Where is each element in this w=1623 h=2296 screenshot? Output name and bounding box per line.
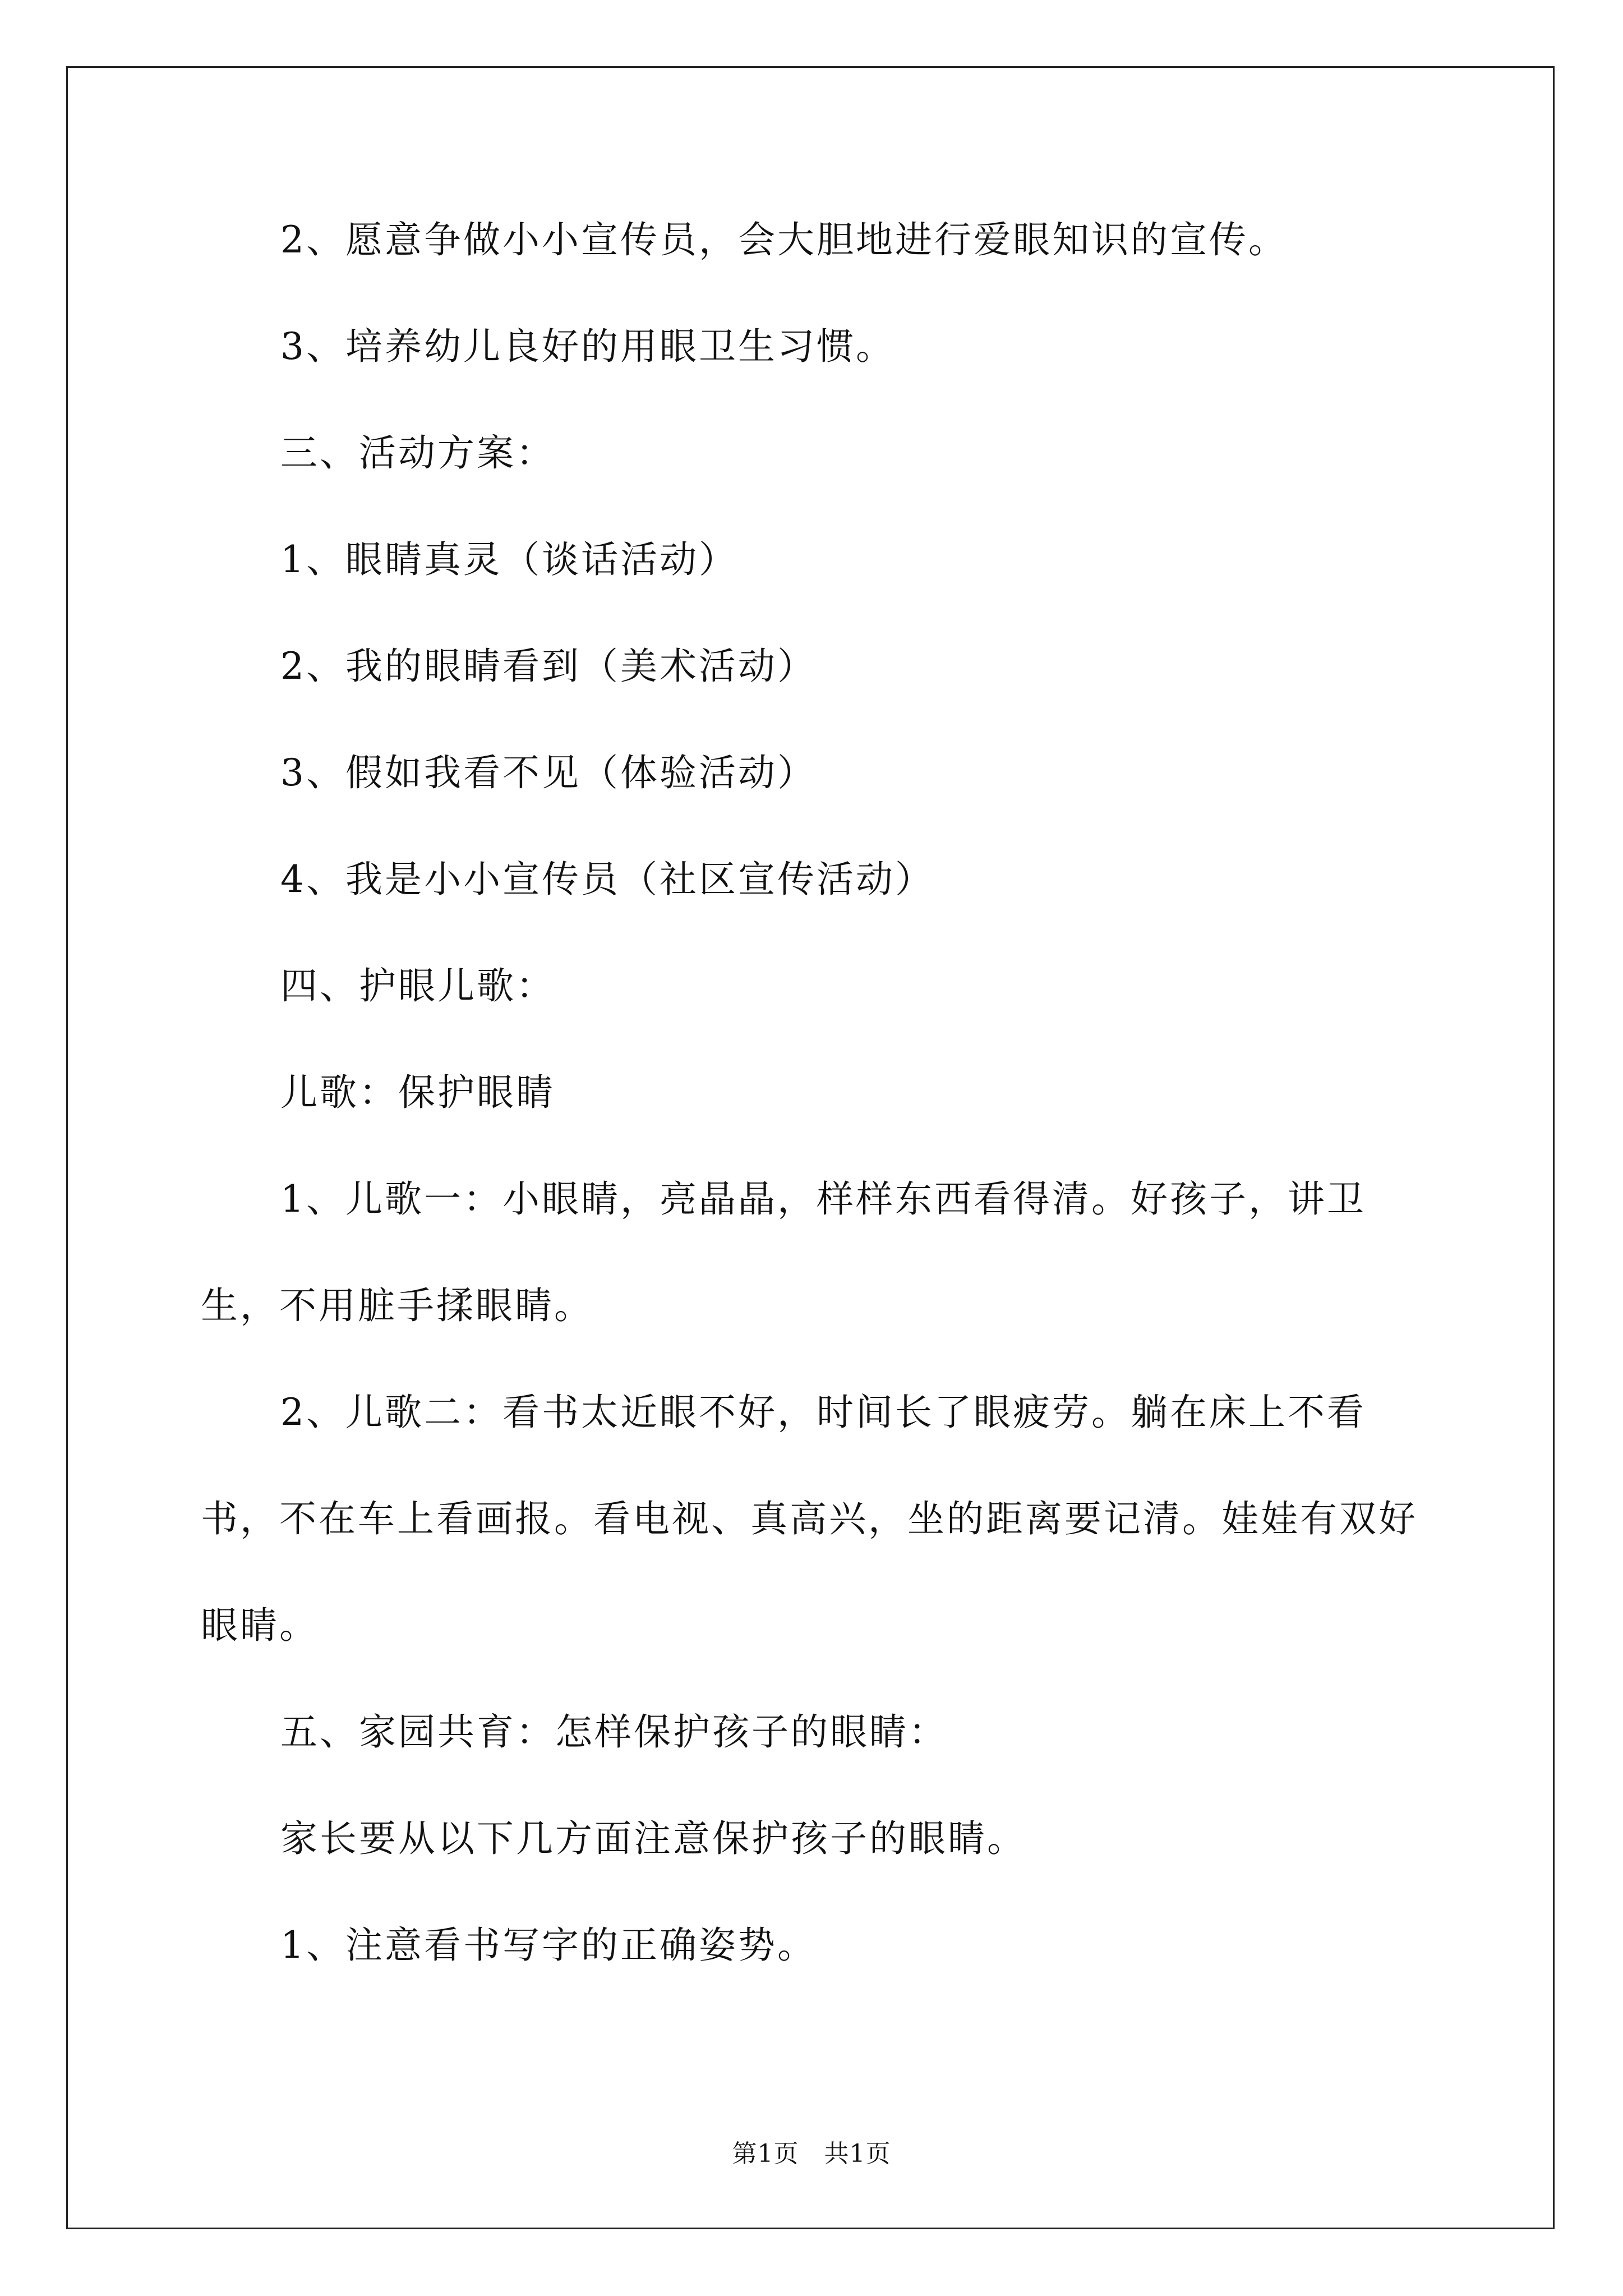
heading-home-school: 五、家园共育：怎样保护孩子的眼睛： <box>280 1710 948 1754</box>
heading-nursery-rhymes: 四、护眼儿歌： <box>280 964 555 1007</box>
paragraph-rhyme-title: 儿歌：保护眼睛 <box>280 1071 555 1114</box>
paragraph-goal-2: 2、愿意争做小小宣传员，会大胆地进行爱眼知识的宣传。 <box>280 218 1288 261</box>
paragraph-activity-4: 4、我是小小宣传员（社区宣传活动） <box>280 858 934 901</box>
paragraph-parents-intro: 家长要从以下几方面注意保护孩子的眼睛。 <box>280 1817 1026 1860</box>
heading-activity-plan: 三、活动方案： <box>280 431 555 475</box>
page-footer: 第1页 共1页 <box>732 2139 891 2168</box>
paragraph-rhyme-2: 2、儿歌二：看书太近眼不好，时间长了眼疲劳。躺在床上不看书，不在车上看画报。看电视、真高兴，坐的距离要记清。娃娃有双好眼睛。 <box>201 1391 1418 1647</box>
paragraph-goal-3: 3、培养幼儿良好的用眼卫生习惯。 <box>280 325 895 368</box>
paragraph-activity-1: 1、眼睛真灵（谈话活动） <box>280 538 738 581</box>
paragraph-activity-2: 2、我的眼睛看到（美术活动） <box>280 645 817 688</box>
paragraph-tip-1: 1、注意看书写字的正确姿势。 <box>280 1924 817 1967</box>
paragraph-rhyme-1: 1、儿歌一：小眼睛，亮晶晶，样样东西看得清。好孩子，讲卫生，不用脏手揉眼睛。 <box>201 1177 1366 1327</box>
paragraph-activity-3: 3、假如我看不见（体验活动） <box>280 751 817 794</box>
